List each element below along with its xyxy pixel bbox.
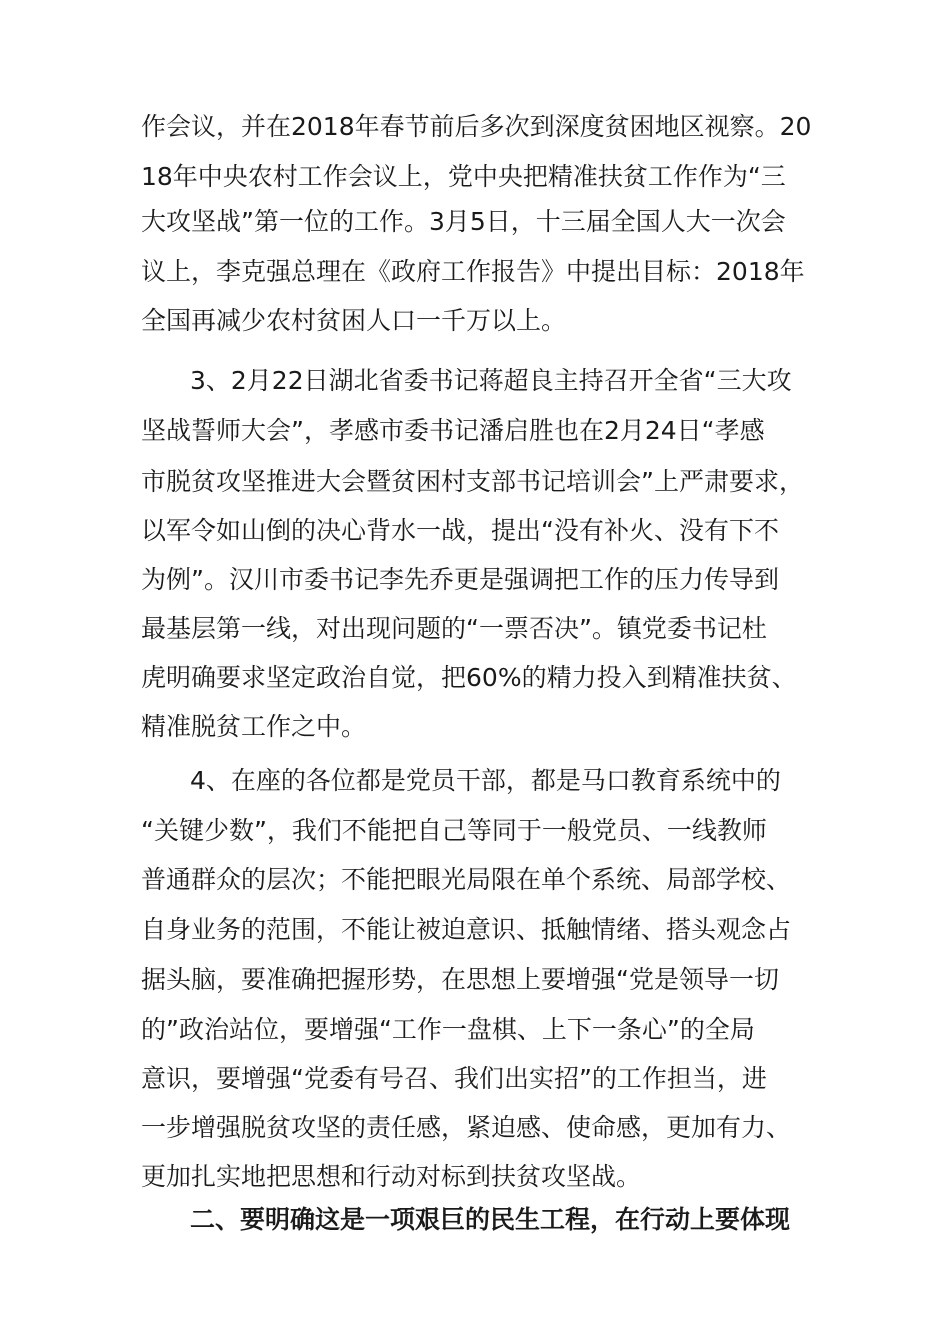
text-line: “关键少数”，我们不能把自己等同于一般党员、一线教师: [141, 816, 767, 845]
text-line: 全国再减少农村贫困人口一千万以上。: [141, 306, 567, 335]
text-line: 意识，要增强“党委有号召、我们出实招”的工作担当，进: [141, 1064, 767, 1093]
text-line: 普通群众的层次；不能把眼光局限在单个系统、局部学校、: [141, 865, 792, 894]
section-heading: 二、要明确这是一项艰巨的民生工程，在行动上要体现: [190, 1205, 791, 1234]
text-line: 一步增强脱贫攻坚的责任感，紧迫感、使命感，更加有力、: [141, 1113, 792, 1142]
text-line: 最基层第一线，对出现问题的“一票否决”。镇党委书记杜: [141, 614, 767, 643]
text-line: 自身业务的范围，不能让被迫意识、抵触情绪、搭头观念占: [141, 915, 792, 944]
text-line: 坚战誓师大会”，孝感市委书记潘启胜也在2月24日“孝感: [141, 416, 765, 445]
text-line: 18年中央农村工作会议上，党中央把精准扶贫工作作为“三: [141, 162, 786, 191]
text-line: 为例”。汉川市委书记李先乔更是强调把工作的压力传导到: [141, 565, 779, 594]
text-line: 市脱贫攻坚推进大会暨贫困村支部书记培训会”上严肃要求，: [141, 467, 804, 496]
text-line: 据头脑，要准确把握形势，在思想上要增强“党是领导一切: [141, 965, 779, 994]
text-line: 的”政治站位，要增强“工作一盘棋、上下一条心”的全局: [141, 1015, 755, 1044]
text-line: 以军令如山倒的决心背水一战，提出“没有补火、没有下不: [141, 516, 779, 545]
paragraph-3-first-line: 3、2月22日湖北省委书记蒋超良主持召开全省“三大攻: [190, 366, 792, 395]
paragraph-4-first-line: 4、在座的各位都是党员干部，都是马口教育系统中的: [190, 766, 781, 795]
text-line: 虎明确要求坚定政治自觉，把60%的精力投入到精准扶贫、: [141, 663, 797, 692]
text-line: 更加扎实地把思想和行动对标到扶贫攻坚战。: [141, 1162, 642, 1191]
text-line: 议上，李克强总理在《政府工作报告》中提出目标：2018年: [141, 257, 805, 286]
text-line: 精准脱贫工作之中。: [141, 712, 367, 741]
text-line: 作会议，并在2018年春节前后多次到深度贫困地区视察。20: [141, 112, 812, 141]
text-line: 大攻坚战”第一位的工作。3月5日，十三届全国人大一次会: [141, 207, 786, 236]
